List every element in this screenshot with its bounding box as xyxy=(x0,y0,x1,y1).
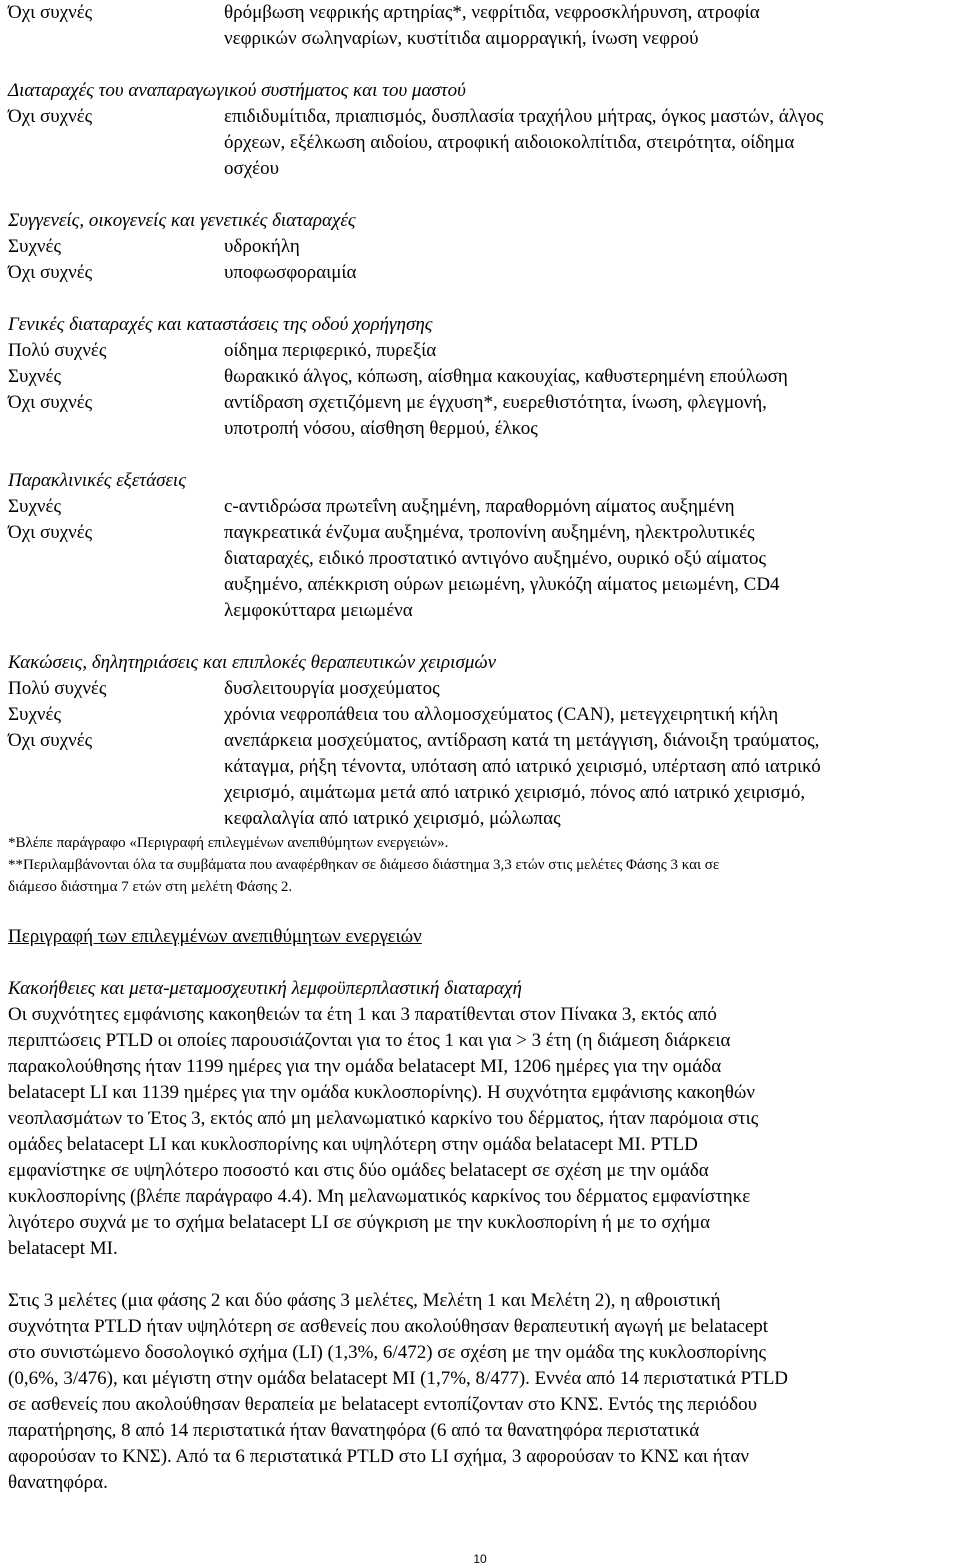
frequency-row xyxy=(8,702,952,728)
paragraph-ptld xyxy=(8,1288,952,1496)
footnote-line: διάμεσο διάστημα 7 ετών στη μελέτη Φάσης 2. xyxy=(8,879,293,895)
footnote-line: **Περιλαμβάνονται όλα τα συμβάματα που αναφέρθηκαν σε διάμεσο διάστημα 3,3 ετών στις μελέτες Φάσης 3 και σε xyxy=(8,857,720,873)
frequency-row xyxy=(8,338,952,364)
reaction-line: κάταγμα, ρήξη τένοντα, υπόταση από ιατρικό χειρισμό, υπέρταση από ιατρικό xyxy=(224,756,821,777)
reaction-list xyxy=(224,728,952,832)
reaction-line: διαταραχές, ειδικό προστατικό αντιγόνο αυξημένο, ουρικό οξύ αίματος xyxy=(224,548,767,569)
paragraph-line: εμφανίστηκε σε υψηλότερο ποσοστό και στις δύο ομάδες belatacept σε σχέση με την ομάδα xyxy=(8,1160,709,1181)
frequency-row xyxy=(8,676,952,702)
frequency-row xyxy=(8,728,952,832)
reaction-line: θρόμβωση νεφρικής αρτηρίας*, νεφρίτιδα, νεφροσκλήρυνση, ατροφία xyxy=(224,2,760,23)
paragraph-line: στο συνιστώμενο δοσολογικό σχήμα (LI) (1,3%, 6/472) σε σχέση με την ομάδα της κυκλοσπορίνης xyxy=(8,1342,767,1363)
frequency-label: Πολύ συχνές xyxy=(8,340,107,361)
paragraph-line: λιγότερο συχνά με το σχήμα belatacept LI σε σύγκριση με την κυκλοσπορίνη ή με το σχήμα xyxy=(8,1212,711,1233)
paragraph-line: κυκλοσπορίνης (βλέπε παράγραφο 4.4). Μη μελανωματικός καρκίνος του δέρματος εμφανίστηκε xyxy=(8,1186,751,1207)
reaction-list xyxy=(224,364,952,390)
paragraph-line: παρακολούθησης ήταν 1199 ημέρες για την ομάδα belatacept MI, 1206 ημέρες για την ομάδα xyxy=(8,1056,722,1077)
frequency-label: Όχι συχνές xyxy=(8,392,93,413)
paragraph-line: θανατηφόρα. xyxy=(8,1472,108,1493)
reaction-line: παγκρεατικά ένζυμα αυξημένα, τροπονίνη αυξημένη, ηλεκτρολυτικές xyxy=(224,522,755,543)
paragraph-line: (0,6%, 3/476), και μέγιστη στην ομάδα belatacept MI (1,7%, 8/477). Εννέα από 14 περιστατικά PTLD xyxy=(8,1368,789,1389)
frequency-row xyxy=(8,260,952,286)
paragraph-line: σε ασθενείς που ακολούθησαν θεραπεία με belatacept εντοπίζονταν στο ΚΝΣ. Εντός της περιόδου xyxy=(8,1394,758,1415)
category-heading: Διαταραχές του αναπαραγωγικού συστήματος και του μαστού xyxy=(8,80,466,101)
reaction-list xyxy=(224,676,952,702)
paragraph-line: Στις 3 μελέτες (μια φάσης 2 και δύο φάσης 3 μελέτες, Μελέτη 1 και Μελέτη 2), η αθροιστική xyxy=(8,1290,721,1311)
paragraph-line: παρατήρησης, 8 από 14 περιστατικά ήταν θανατηφόρα (6 από τα θανατηφόρα περιστατικά xyxy=(8,1420,700,1441)
paragraph-line: νεοπλασμάτων το Έτος 3, εκτός από μη μελανωματικό καρκίνο του δέρματος, ήταν παρόμοια στις xyxy=(8,1108,759,1129)
reaction-list xyxy=(224,338,952,364)
reaction-line: θωρακικό άλγος, κόπωση, αίσθημα κακουχίας, καθυστερημένη επούλωση xyxy=(224,366,788,387)
frequency-label: Όχι συχνές xyxy=(8,2,93,23)
frequency-row xyxy=(8,364,952,390)
reaction-line: c-αντιδρώσα πρωτεΐνη αυξημένη, παραθορμόνη αίματος αυξημένη xyxy=(224,496,735,517)
category-heading: Παρακλινικές εξετάσεις xyxy=(8,470,186,491)
paragraph-line: ομάδες belatacept LI και κυκλοσπορίνης και υψηλότερη στην ομάδα belatacept MI. PTLD xyxy=(8,1134,698,1155)
document-page xyxy=(8,0,952,1496)
category-heading: Γενικές διαταραχές και καταστάσεις της οδού χορήγησης xyxy=(8,314,433,335)
paragraph-malignancies xyxy=(8,1002,952,1262)
subsection-heading: Κακοήθειες και μετα-μεταμοσχευτική λεμφοϋπερπλαστική διαταραχή xyxy=(8,978,522,999)
adverse-block-reproductive xyxy=(8,78,952,182)
adverse-block-renal xyxy=(8,0,952,52)
category-heading: Κακώσεις, δηλητηριάσεις και επιπλοκές θεραπευτικών χειρισμών xyxy=(8,652,497,673)
reaction-line: υποφωσφοραιμία xyxy=(224,262,357,283)
frequency-label: Όχι συχνές xyxy=(8,106,93,127)
frequency-label: Πολύ συχνές xyxy=(8,678,107,699)
reaction-line: χρόνια νεφροπάθεια του αλλομοσχεύματος (CAN), μετεγχειρητική κήλη xyxy=(224,704,779,725)
reaction-list xyxy=(224,702,952,728)
reaction-line: χειρισμό, αιμάτωμα μετά από ιατρικό χειρισμό, πόνος από ιατρικό χειρισμό, xyxy=(224,782,806,803)
reaction-line: οσχέου xyxy=(224,158,280,179)
paragraph-line: περιπτώσεις PTLD οι οποίες παρουσιάζονται για το έτος 1 και για > 3 έτη (η διάμεση διάρκεια xyxy=(8,1030,731,1051)
reaction-list xyxy=(224,390,952,442)
reaction-line: οίδημα περιφερικό, πυρεξία xyxy=(224,340,437,361)
footnote-line: *Βλέπε παράγραφο «Περιγραφή επιλεγμένων ανεπιθύμητων ενεργειών». xyxy=(8,835,449,851)
paragraph-line: συχνότητα PTLD ήταν υψηλότερη σε ασθενείς που ακολούθησαν θεραπευτική αγωγή με belatacept xyxy=(8,1316,769,1337)
reaction-line: ανεπάρκεια μοσχεύματος, αντίδραση κατά τη μετάγγιση, διάνοιξη τραύματος, xyxy=(224,730,820,751)
adverse-block-general xyxy=(8,312,952,442)
reaction-list xyxy=(224,260,952,286)
frequency-label: Συχνές xyxy=(8,496,61,517)
paragraph-line: belatacept MI. xyxy=(8,1238,118,1259)
frequency-row xyxy=(8,390,952,442)
adverse-block-investigations xyxy=(8,468,952,624)
frequency-row xyxy=(8,0,952,52)
frequency-label: Όχι συχνές xyxy=(8,730,93,751)
frequency-label: Όχι συχνές xyxy=(8,522,93,543)
page-number: 10 xyxy=(473,1552,487,1566)
frequency-row xyxy=(8,520,952,624)
reaction-line: δυσλειτουργία μοσχεύματος xyxy=(224,678,440,699)
frequency-label: Συχνές xyxy=(8,366,61,387)
reaction-line: υδροκήλη xyxy=(224,236,300,257)
frequency-row xyxy=(8,494,952,520)
adverse-block-injury xyxy=(8,650,952,832)
reaction-line: υποτροπή νόσου, αίσθηση θερμού, έλκος xyxy=(224,418,538,439)
frequency-label: Συχνές xyxy=(8,704,61,725)
reaction-line: νεφρικών σωληναρίων, κυστίτιδα αιμορραγική, ίνωση νεφρού xyxy=(224,28,699,49)
reaction-line: αντίδραση σχετιζόμενη με έγχυση*, ευερεθιστότητα, ίνωση, φλεγμονή, xyxy=(224,392,767,413)
paragraph-line: belatacept LI και 1139 ημέρες για την ομάδα κυκλοσπορίνης). Η συχνότητα εμφάνισης κακοηθών xyxy=(8,1082,755,1103)
reaction-line: επιδιδυμίτιδα, πριαπισμός, δυσπλασία τραχήλου μήτρας, όγκος μαστών, άλγος xyxy=(224,106,824,127)
paragraph-line: Οι συχνότητες εμφάνισης κακοηθειών τα έτη 1 και 3 παρατίθενται στον Πίνακα 3, εκτός από xyxy=(8,1004,717,1025)
footnotes xyxy=(8,832,952,898)
frequency-row xyxy=(8,234,952,260)
reaction-line: αυξημένο, απέκκριση ούρων μειωμένη, γλυκόζη αίματος μειωμένη, CD4 xyxy=(224,574,780,595)
adverse-block-congenital xyxy=(8,208,952,286)
reaction-list xyxy=(224,234,952,260)
reaction-list xyxy=(224,494,952,520)
reaction-list xyxy=(224,104,952,182)
reaction-line: λεμφοκύτταρα μειωμένα xyxy=(224,600,413,621)
frequency-label: Όχι συχνές xyxy=(8,262,93,283)
reaction-list xyxy=(224,520,952,624)
reaction-line: κεφαλαλγία από ιατρικό χειρισμό, μώλωπας xyxy=(224,808,561,829)
reaction-line: όρχεων, εξέλκωση αιδοίου, ατροφική αιδοιοκολπίτιδα, στειρότητα, οίδημα xyxy=(224,132,795,153)
reaction-list xyxy=(224,0,952,52)
paragraph-line: αφορούσαν το ΚΝΣ). Από τα 6 περιστατικά PTLD στο LI σχήμα, 3 αφορούσαν το ΚΝΣ και ήταν xyxy=(8,1446,749,1467)
section-heading: Περιγραφή των επιλεγμένων ανεπιθύμητων ενεργειών xyxy=(8,926,422,947)
category-heading: Συγγενείς, οικογενείς και γενετικές διαταραχές xyxy=(8,210,356,231)
frequency-label: Συχνές xyxy=(8,236,61,257)
frequency-row xyxy=(8,104,952,182)
